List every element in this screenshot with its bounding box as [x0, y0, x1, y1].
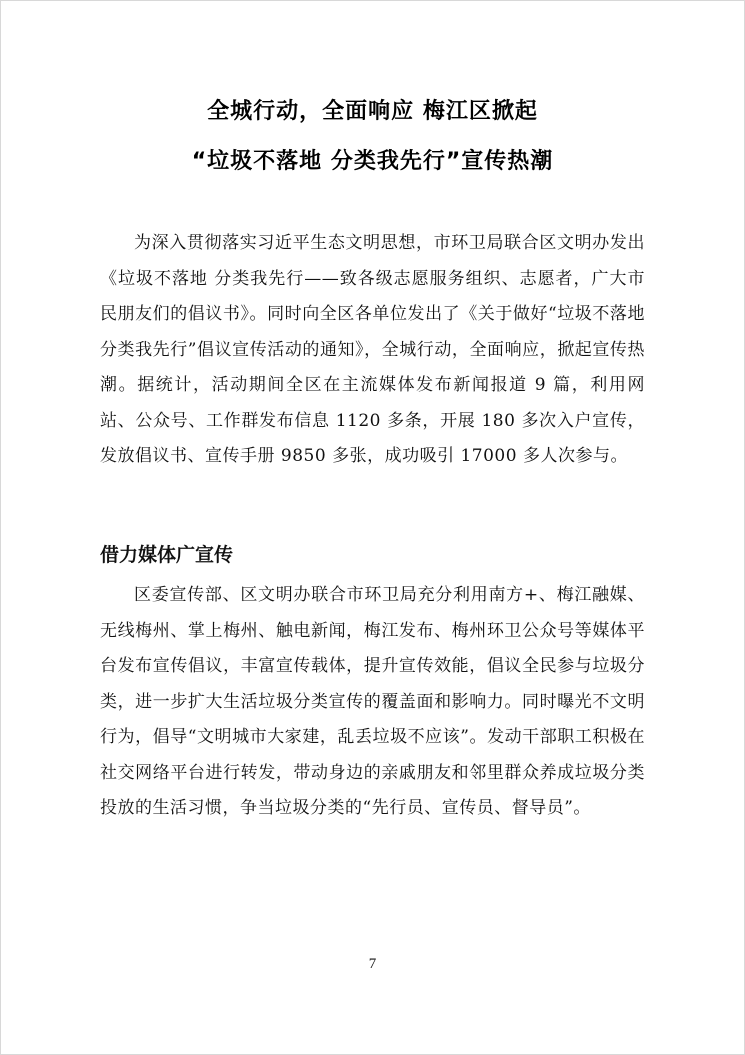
intro-paragraph: 为深入贯彻落实习近平生态文明思想，市环卫局联合区文明办发出《垃圾不落地 分类我先行——致各级志愿服务组织、志愿者，广大市民朋友们的倡议书》。同时向全区各单位发出了《关于做好“垃圾不落地 分类我先行”倡议宣传活动的通知》，全城行动，全面响应，掀起宣传热潮。据统计，活动期间全区在主流媒体发布新闻报道 9 篇，利用网站、公众号、工作群发布信息 1120 多条，开展 180 多次入户宣传，发放倡议书、宣传手册 9850 多张，成功吸引 17000 多人次参与。: [100, 233, 645, 466]
document-title-line-1: 全城行动，全面响应 梅江区掀起: [207, 99, 538, 124]
page-number: 7: [368, 956, 377, 972]
document-title-line-2: “垃圾不落地 分类我先行”宣传热潮: [191, 149, 554, 174]
section-paragraph: 区委宣传部、区文明办联合市环卫局充分利用南方+、梅江融媒、无线梅州、掌上梅州、触电新闻，梅江发布、梅州环卫公众号等媒体平台发布宣传倡议，丰富宣传载体，提升宣传效能，倡议全民参与垃圾分类，进一步扩大生活垃圾分类宣传的覆盖面和影响力。同时曝光不文明行为，倡导“文明城市大家建，乱丢垃圾不应该”。发动干部职工积极在社交网络平台进行转发，带动身边的亲戚朋友和邻里群众养成垃圾分类投放的生活习惯，争当垃圾分类的“先行员、宣传员、督导员”。: [100, 585, 645, 818]
section-heading: 借力媒体广宣传: [100, 544, 234, 566]
